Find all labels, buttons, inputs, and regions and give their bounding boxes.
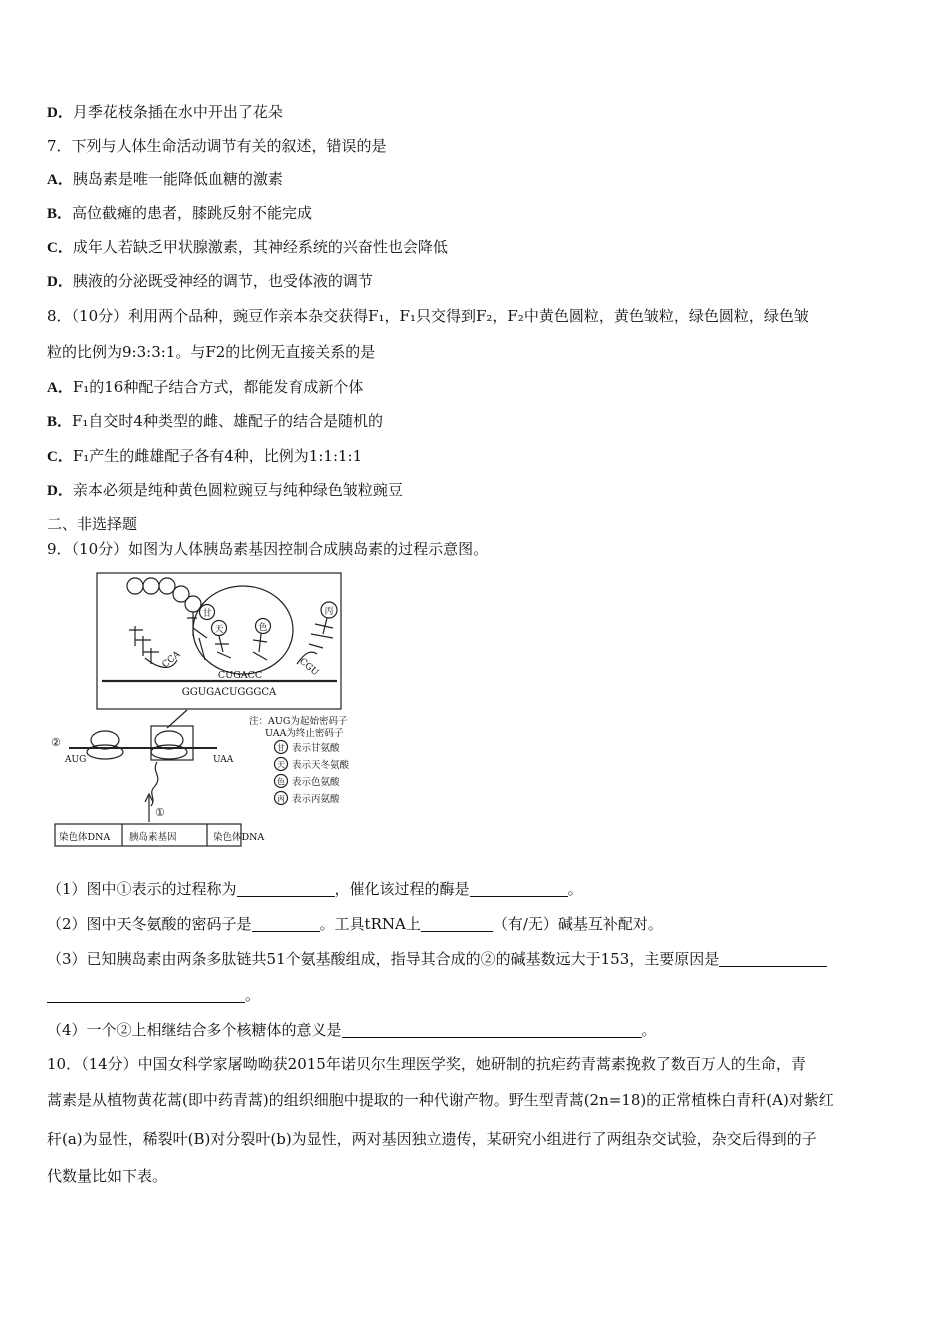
- q7-stem: 7．下列与人体生命活动调节有关的叙述，错误的是: [47, 137, 387, 155]
- option-text: F₁产生的雌雄配子各有4种，比例为1:1:1:1: [72, 447, 363, 465]
- option-text: 胰液的分泌既受神经的调节，也受体液的调节: [72, 272, 373, 290]
- translation-diagram: [47, 568, 387, 853]
- stop-codon: UAA: [213, 755, 234, 765]
- q7-option-c: [47, 236, 448, 259]
- label-1: ①: [155, 806, 165, 819]
- q9-sub1-text-c: 。: [567, 880, 583, 898]
- option-letter: A．: [47, 172, 73, 188]
- answer-blank[interactable]: [47, 986, 245, 1003]
- q7-option-a: [47, 168, 283, 191]
- q9-sub2-text-b: 。工具tRNA上: [319, 915, 421, 933]
- q8-stem-line1: 8．（10分）利用两个品种，豌豆作亲本杂交获得F₁，F₁只交得到F₂，F₂中黄色圆粒，黄色皱粒，绿色圆粒，绿色皱: [47, 307, 809, 325]
- option-text: 月季花枝条插在水中开出了花朵: [72, 103, 283, 121]
- option-letter: D．: [47, 274, 73, 290]
- q9-sub1: [47, 878, 583, 900]
- dna-mid-label: 胰岛素基因: [129, 832, 177, 843]
- q9-sub4-text-a: （4）一个②上相继结合多个核糖体的意义是: [47, 1021, 342, 1039]
- option-text: F₁自交时4种类型的雌、雄配子的结合是随机的: [72, 412, 383, 430]
- legend-text: 表示天冬氨酸: [292, 760, 350, 771]
- q9-sub3-cont: [47, 984, 260, 1006]
- q9-sub4: [47, 1019, 657, 1041]
- legend-text: 表示丙氨酸: [292, 794, 340, 805]
- answer-blank[interactable]: [342, 1021, 642, 1038]
- trna-left-shape: [129, 626, 159, 664]
- answer-blank[interactable]: [470, 880, 568, 897]
- answer-blank[interactable]: [252, 915, 320, 932]
- option-letter: D．: [47, 105, 73, 121]
- legend-symbol: 甘: [277, 743, 285, 753]
- q9-sub3-text-a: （3）已知胰岛素由两条多肽链共51个氨基酸组成，指导其合成的②的碱基数远大于153，主要原因是: [47, 950, 720, 968]
- q8-stem-line2: 粒的比例为9:3:3:1。与F2的比例无直接关系的是: [47, 343, 376, 361]
- option-letter: C．: [47, 240, 73, 256]
- option-letter: D．: [47, 483, 73, 499]
- peptide-bead: [143, 578, 159, 594]
- answer-blank[interactable]: [719, 950, 827, 967]
- q9-sub3-text-b: 。: [245, 986, 261, 1004]
- amino-se-label: 色: [258, 623, 268, 633]
- answer-blank[interactable]: [237, 880, 335, 897]
- option-text: F₁的16种配子结合方式，都能发育成新个体: [72, 378, 364, 396]
- q7-option-d: [47, 270, 373, 293]
- label-2: ②: [51, 736, 61, 749]
- amino-bing-label: 丙: [324, 607, 334, 617]
- option-letter: C．: [47, 449, 73, 465]
- legend-text: 表示甘氨酸: [292, 743, 340, 754]
- dna-right-label: 染色体DNA: [213, 832, 265, 843]
- option-letter: A．: [47, 380, 73, 396]
- q9-sub4-text-b: 。: [641, 1021, 657, 1039]
- amino-tian-label: 天: [214, 625, 224, 635]
- legend-symbol: 天: [277, 760, 285, 770]
- legend-symbol: 丙: [277, 794, 285, 804]
- legend-text: 表示色氨酸: [292, 777, 340, 788]
- q9-stem: 9．（10分）如图为人体胰岛素基因控制合成胰岛素的过程示意图。: [47, 540, 489, 558]
- anticodon-left: CCA: [160, 649, 183, 671]
- q8-option-d: [47, 479, 403, 502]
- q8-option-b: [47, 410, 383, 433]
- peptide-bead: [185, 596, 201, 612]
- codon-center: CUGACC: [217, 670, 263, 681]
- option-letter: B．: [47, 206, 73, 222]
- option-text: 高位截瘫的患者，膝跳反射不能完成: [72, 204, 313, 222]
- q8-option-c: [47, 445, 362, 468]
- note-2: UAA为终止密码子: [265, 728, 344, 739]
- dna-left-label: 染色体DNA: [59, 832, 111, 843]
- peptide-bead: [159, 578, 175, 594]
- q9-sub2-text-a: （2）图中天冬氨酸的密码子是: [47, 915, 252, 933]
- note-1: 注：AUG为起始密码子: [249, 716, 348, 727]
- option-text: 亲本必须是纯种黄色圆粒豌豆与纯种绿色皱粒豌豆: [72, 481, 403, 499]
- anticodon-right: CGU: [297, 656, 321, 679]
- section-title: 二、非选择题: [47, 515, 138, 533]
- q9-sub3: [47, 948, 827, 970]
- peptide-bead: [127, 578, 143, 594]
- q10-line2: 蒿素是从植物黄花蒿(即中药青蒿)的组织细胞中提取的一种代谢产物。野生型青蒿(2n=18)的正常植株白青秆(A)对紫红: [47, 1091, 834, 1109]
- trna-right-shape: [309, 618, 333, 648]
- answer-blank[interactable]: [421, 915, 493, 932]
- legend-symbol: 色: [277, 777, 285, 787]
- q10-line1: 10．（14分）中国女科学家屠呦呦获2015年诺贝尔生理医学奖，她研制的抗疟药青蒿素挽救了数百万人的生命，青: [47, 1055, 806, 1073]
- zoom-arrow: [167, 710, 187, 728]
- q7-option-b: [47, 202, 312, 225]
- q10-line3: 秆(a)为显性，稀裂叶(B)对分裂叶(b)为显性，两对基因独立遗传，某研究小组进行了两组杂交试验，杂交后得到的子: [47, 1130, 817, 1148]
- q10-line4: 代数量比如下表。: [47, 1167, 168, 1185]
- option-letter: B．: [47, 414, 73, 430]
- q9-sub2: [47, 913, 663, 935]
- mrna-sequence: GGUGACUGGGCA: [181, 687, 277, 698]
- ribosome-large: [193, 586, 293, 674]
- q8-option-a: [47, 376, 363, 399]
- amino-gan-label: 甘: [202, 609, 212, 619]
- q9-sub1-text-b: ，催化该过程的酶是: [334, 880, 470, 898]
- q9-sub1-text-a: （1）图中①表示的过程称为: [47, 880, 237, 898]
- q9-sub2-text-c: （有/无）碱基互补配对。: [492, 915, 663, 933]
- q6-option-d: [47, 101, 283, 124]
- start-codon: AUG: [65, 755, 87, 765]
- option-text: 胰岛素是唯一能降低血糖的激素: [72, 170, 283, 188]
- option-text: 成年人若缺乏甲状腺激素，其神经系统的兴奋性也会降低: [72, 238, 448, 256]
